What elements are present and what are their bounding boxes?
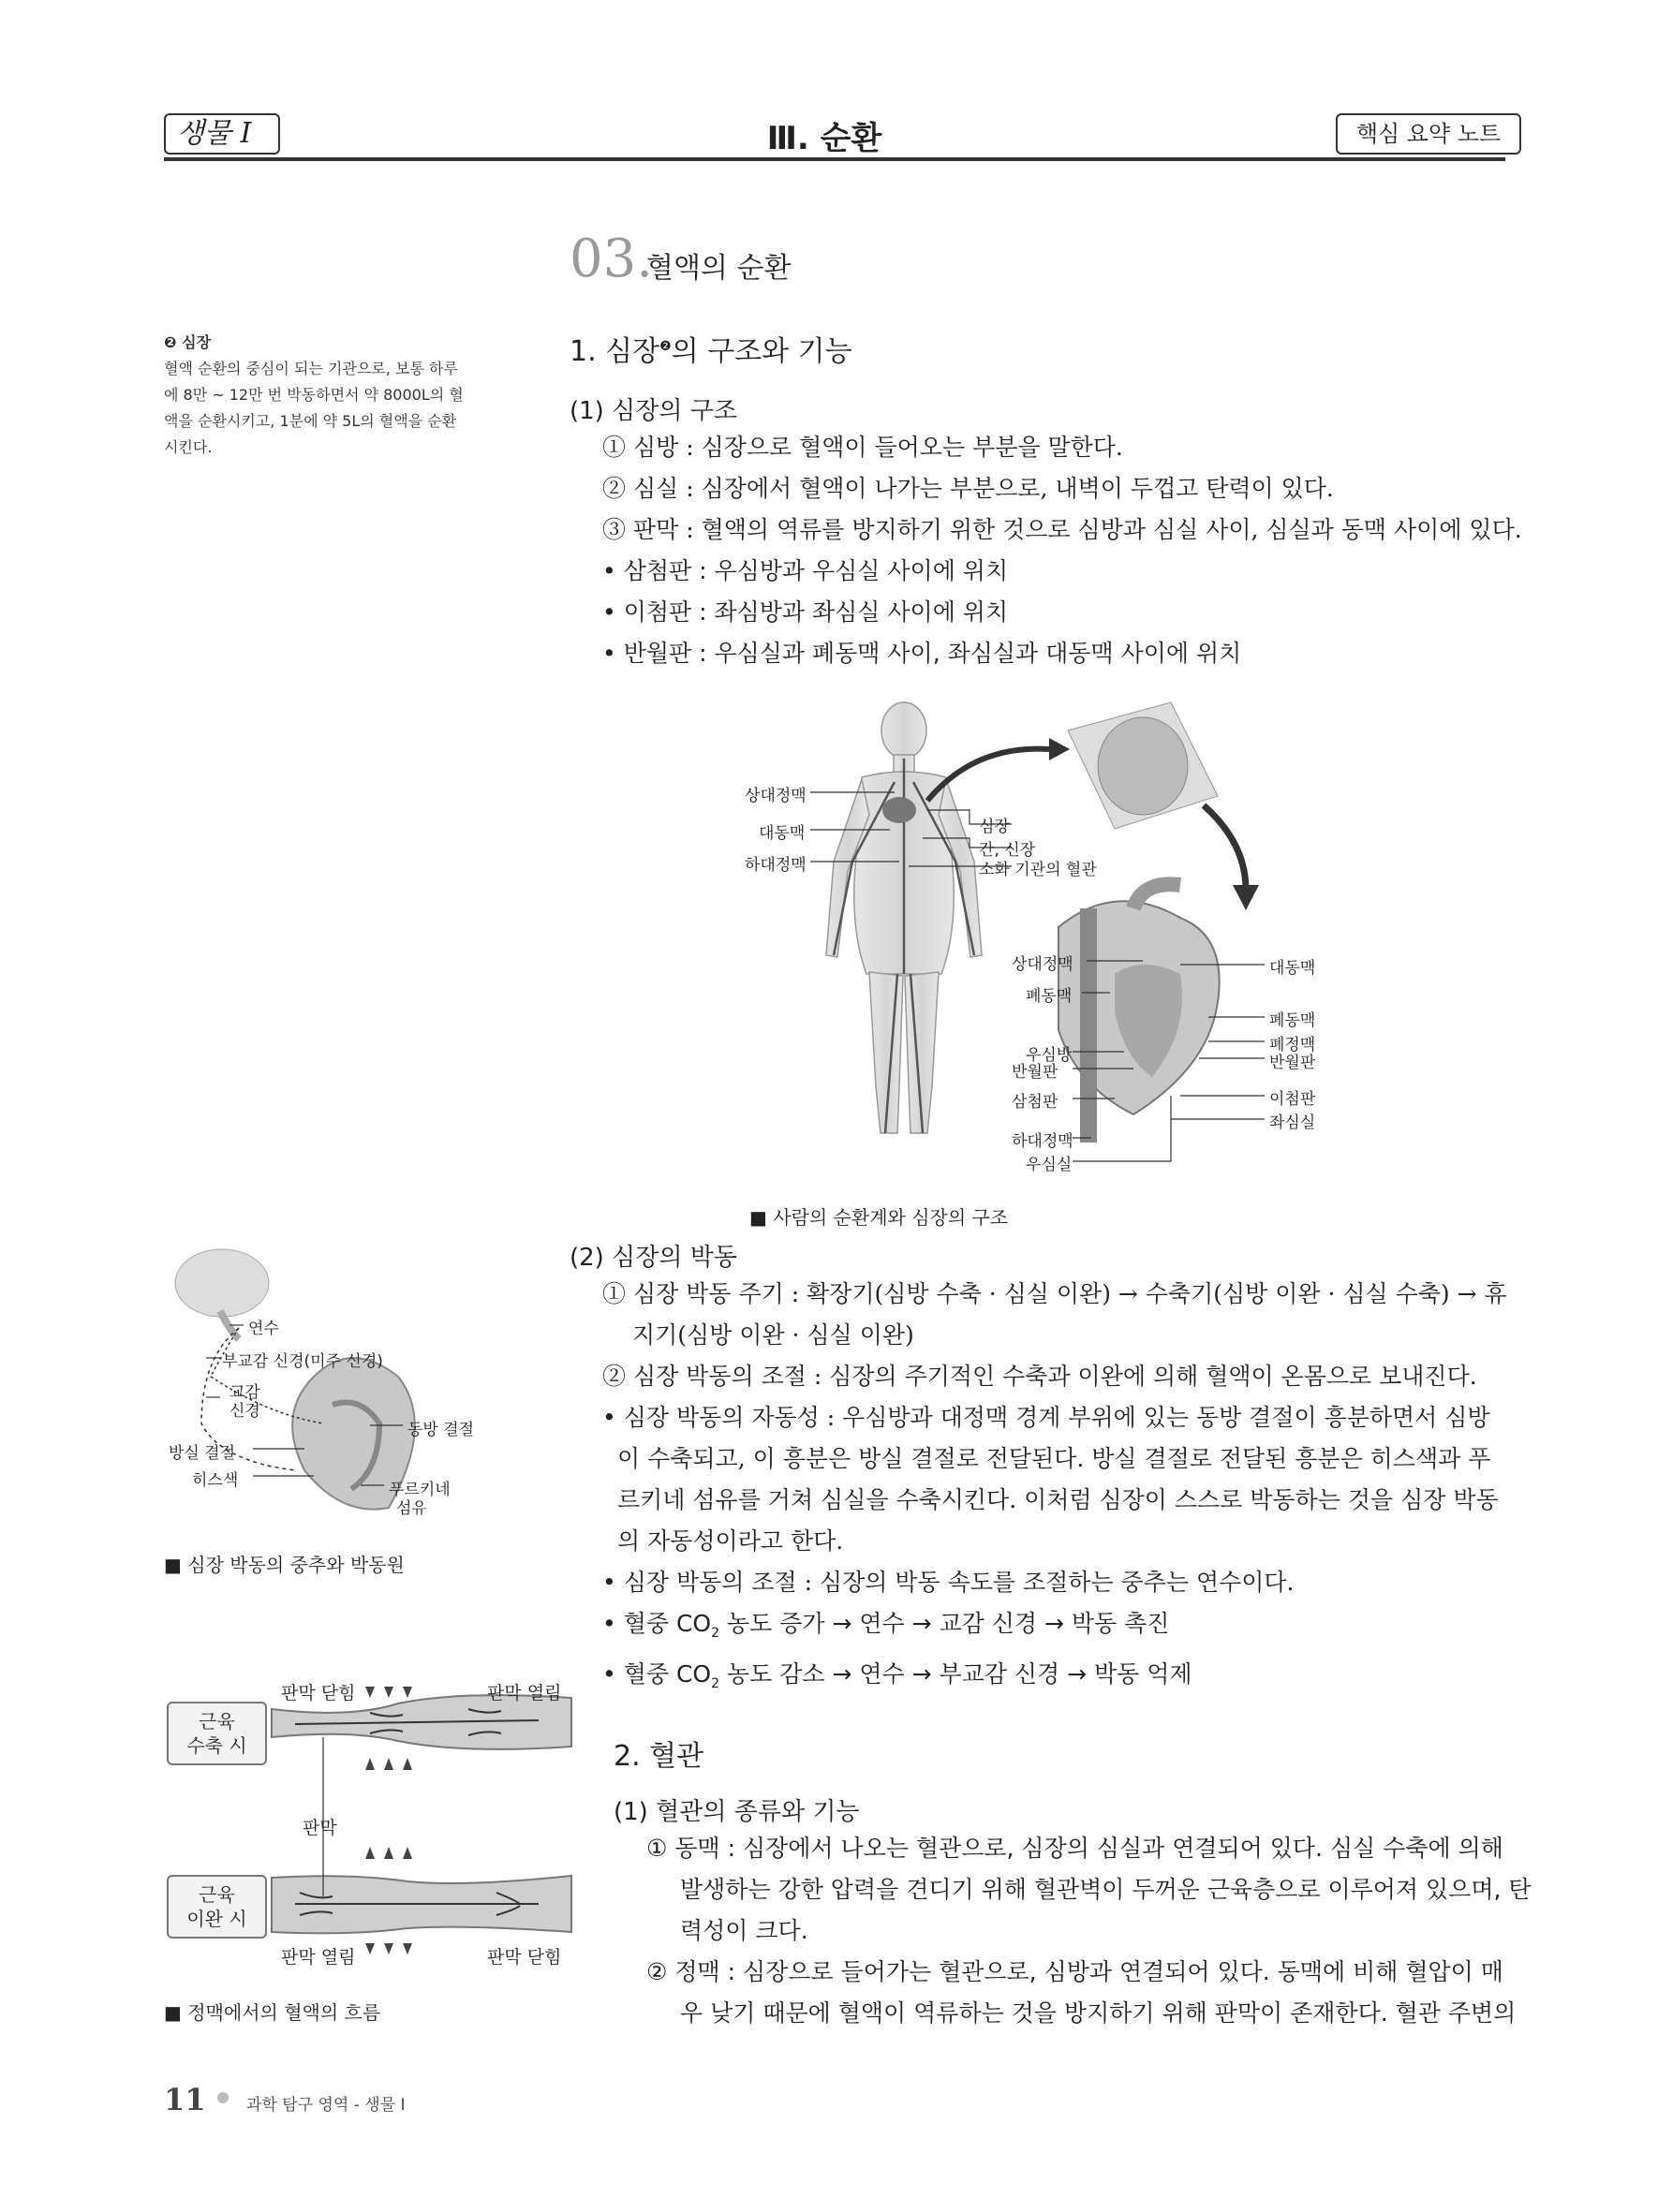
label-purkinje-2: 섬유	[396, 1499, 427, 1518]
label-heart-ivc: 하대정맥	[1012, 1132, 1073, 1151]
label-valve: 판막	[303, 1818, 337, 1838]
contracted-label-2: 수축 시	[186, 1734, 247, 1757]
vein-figure	[164, 1681, 576, 1990]
side-note	[164, 330, 501, 461]
control-line: • 심장 박동의 조절 : 심장의 박동 속도를 조절하는 중추는 연수이다.	[602, 1569, 1295, 1596]
label-digestive-vessels: 소화 기관의 혈관	[979, 861, 1097, 879]
label-valve-closed-top: 판막 닫힘	[281, 1683, 356, 1703]
heart-cross-section	[1058, 884, 1220, 1143]
co2-decrease-sub: 2	[711, 1676, 719, 1691]
label-heart-aorta: 대동맥	[1269, 959, 1316, 978]
section-title: 혈액의 순환	[646, 252, 792, 285]
relaxed-label-1: 근육	[199, 1883, 235, 1906]
structure-list	[602, 427, 1522, 674]
label-heart-pa-right: 폐동맥	[1269, 1011, 1316, 1030]
label-heart-svc: 상대정맥	[1012, 955, 1073, 974]
label-sympathetic-1: 교감	[229, 1383, 260, 1402]
heart-spot	[882, 797, 916, 823]
down-arrow	[1204, 805, 1246, 890]
regulation-line: ② 심장 박동의 조절 : 심장의 주기적인 수축과 이완에 의해 혈액이 온몸으로 보내진다.	[602, 1363, 1477, 1390]
label-sympathetic-2: 신경	[229, 1402, 260, 1421]
label-aorta: 대동맥	[759, 824, 806, 843]
side-note-line: 액을 순환시키고, 1분에 약 5L의 혈액을 순환	[164, 412, 457, 430]
structure-item: ③ 판막 : 혈액의 역류를 방지하기 위한 것으로 심방과 심실 사이, 심실과 동맥 사이에 있다.	[602, 516, 1522, 543]
part1-sub: (1) 심장의 구조	[570, 397, 737, 425]
cycle-line: 지기(심방 이완 · 심실 이완)	[632, 1321, 914, 1349]
subject-label: 생물 I	[164, 113, 280, 155]
valve-bullet: • 삼첨판 : 우심방과 우심실 사이에 위치	[602, 557, 1009, 584]
label-semilunar-right: 반월판	[1269, 1054, 1316, 1072]
footer-text: 과학 탐구 영역 - 생물 I	[246, 2096, 406, 2115]
co2-increase-pre: • 혈중 CO	[602, 1610, 712, 1637]
cycle-line: ① 심장 박동 주기 : 확장기(심방 수축 · 심실 이완) → 수축기(심방 이완 · 심실 수축) → 휴	[602, 1280, 1507, 1307]
valve-bullet: • 반월판 : 우심실과 폐동맥 사이, 좌심실과 대동맥 사이에 위치	[602, 640, 1242, 667]
label-right-ventricle: 우심실	[1026, 1156, 1073, 1174]
side-note-line: 시킨다.	[164, 438, 213, 456]
pacemaker-figure	[164, 1236, 501, 1545]
co2-decrease-post: 농도 감소 → 연수 → 부교감 신경 → 박동 억제	[719, 1660, 1192, 1688]
label-valve-closed-bottom: 판막 닫힘	[487, 1947, 562, 1968]
label-left-ventricle: 좌심실	[1269, 1113, 1316, 1132]
label-bicuspid: 이첨판	[1269, 1090, 1316, 1109]
artery-line: ① 동맥 : 심장에서 나오는 혈관으로, 심장의 심실과 연결되어 있다. 심실 수축에 의해	[646, 1835, 1503, 1862]
part1-heading-post: 의 구조와 기능	[671, 335, 852, 368]
artery-line: 발생하는 강한 압력을 견디기 위해 혈관벽이 두꺼운 근육층으로 이루어져 있으며, 탄	[680, 1876, 1532, 1903]
contracted-label-box	[167, 1702, 267, 1765]
pacemaker-illustration	[164, 1236, 501, 1545]
automaticity-line: 르키네 섬유를 거쳐 심실을 수축시킨다. 이처럼 심장이 스스로 박동하는 것을 심장 박동	[617, 1486, 1499, 1513]
relaxed-label-box	[167, 1875, 267, 1939]
section-number: 03.	[570, 229, 654, 289]
brain-drawing	[175, 1249, 269, 1317]
header-rule	[164, 157, 1505, 161]
label-ivc: 하대정맥	[745, 856, 807, 875]
label-heart: 심장	[979, 818, 1010, 836]
structure-item: ① 심방 : 심장으로 혈액이 들어오는 부분을 말한다.	[602, 434, 1123, 461]
co2-decrease-pre: • 혈중 CO	[602, 1660, 712, 1688]
fig2-caption: ■ 심장 박동의 중추와 박동원	[164, 1554, 405, 1576]
automaticity-line: • 심장 박동의 자동성 : 우심방과 대정맥 경계 부위에 있는 동방 결절이 흥분하면서 심방	[602, 1404, 1490, 1431]
part1-heading-pre: 1. 심장	[570, 335, 660, 368]
label-purkinje-1: 푸르키네	[389, 1481, 451, 1499]
label-tricuspid: 삼첨판	[1012, 1093, 1058, 1112]
vessel-text	[646, 1828, 1532, 2034]
label-bundle-his: 히스색	[192, 1471, 239, 1490]
automaticity-line: 이 수축되고, 이 흥분은 방실 결절로 전달된다. 방실 결절로 전달된 흥분은 히스색과 푸	[617, 1445, 1491, 1472]
co2-decrease-line	[602, 1654, 1506, 1704]
label-av-node: 방실 결절	[169, 1444, 236, 1463]
side-note-line: 에 8만 ~ 12만 번 박동하면서 약 8000L의 혈	[164, 386, 464, 404]
fig3-caption: ■ 정맥에서의 혈액의 흐름	[164, 2001, 381, 2024]
label-valve-open-bottom: 판막 열림	[281, 1947, 356, 1968]
label-svc: 상대정맥	[745, 787, 807, 805]
part3-heading: 2. 혈관	[614, 1740, 704, 1773]
chapter-title: Ⅲ. 순환	[766, 120, 882, 157]
label-sa-node: 동방 결절	[407, 1421, 475, 1439]
structure-item: ② 심실 : 심장에서 혈액이 나가는 부분으로, 내벽이 두껍고 탄력이 있다.	[602, 475, 1334, 502]
curve-arrow-head	[1049, 738, 1070, 760]
small-heart	[1098, 717, 1188, 815]
label-right-atrium: 우심방	[1026, 1046, 1073, 1065]
contracted-label-1: 근육	[199, 1710, 235, 1733]
artery-line: 력성이 크다.	[680, 1917, 808, 1944]
valve-bullet: • 이첨판 : 좌심방과 좌심실 사이에 위치	[602, 598, 1009, 626]
fig1-caption: ■ 사람의 순환계와 심장의 구조	[749, 1206, 1009, 1229]
co2-increase-sub: 2	[711, 1626, 719, 1641]
section-tag: 핵심 요약 노트	[1336, 113, 1521, 155]
automaticity-line: 의 자동성이라고 한다.	[617, 1527, 844, 1555]
footer-dot	[217, 2092, 229, 2103]
co2-increase-line	[602, 1603, 1506, 1654]
label-liver-kidney: 간, 신장	[979, 841, 1036, 860]
footnote-marker: ❷	[659, 339, 672, 354]
circulation-figure	[740, 693, 1508, 1199]
part3-sub: (1) 혈관의 종류와 기능	[614, 1798, 860, 1826]
co2-increase-post: 농도 증가 → 연수 → 교감 신경 → 박동 촉진	[719, 1610, 1170, 1637]
label-heart-pa: 폐동맥	[1026, 987, 1073, 1006]
label-pulmonary-vein: 폐정맥	[1269, 1036, 1316, 1054]
part1-heading	[570, 328, 852, 369]
label-valve-open-top: 판막 열림	[487, 1683, 562, 1703]
side-note-title: ❷ 심장	[164, 333, 212, 351]
circulation-illustration	[740, 693, 1508, 1199]
label-parasympathetic: 부교감 신경(미주 신경)	[222, 1352, 383, 1371]
down-arrow-head	[1233, 885, 1259, 910]
label-semilunar-left: 반월판	[1012, 1063, 1058, 1082]
side-note-line: 혈액 순환의 중심이 되는 기관으로, 보통 하루	[164, 360, 458, 377]
vein-line: 우 낮기 때문에 혈액이 역류하는 것을 방지하기 위해 판막이 존재한다. 혈관 주변의	[680, 1999, 1517, 2027]
vein-line: ② 정맥 : 심장으로 들어가는 혈관으로, 심방과 연결되어 있다. 동맥에 비해 혈압이 매	[646, 1958, 1503, 1985]
relaxed-label-2: 이완 시	[186, 1908, 247, 1930]
part2-sub: (2) 심장의 박동	[570, 1244, 737, 1272]
label-medulla: 연수	[248, 1320, 279, 1338]
heartbeat-text	[602, 1274, 1506, 1704]
page-number: 11	[164, 2082, 206, 2117]
